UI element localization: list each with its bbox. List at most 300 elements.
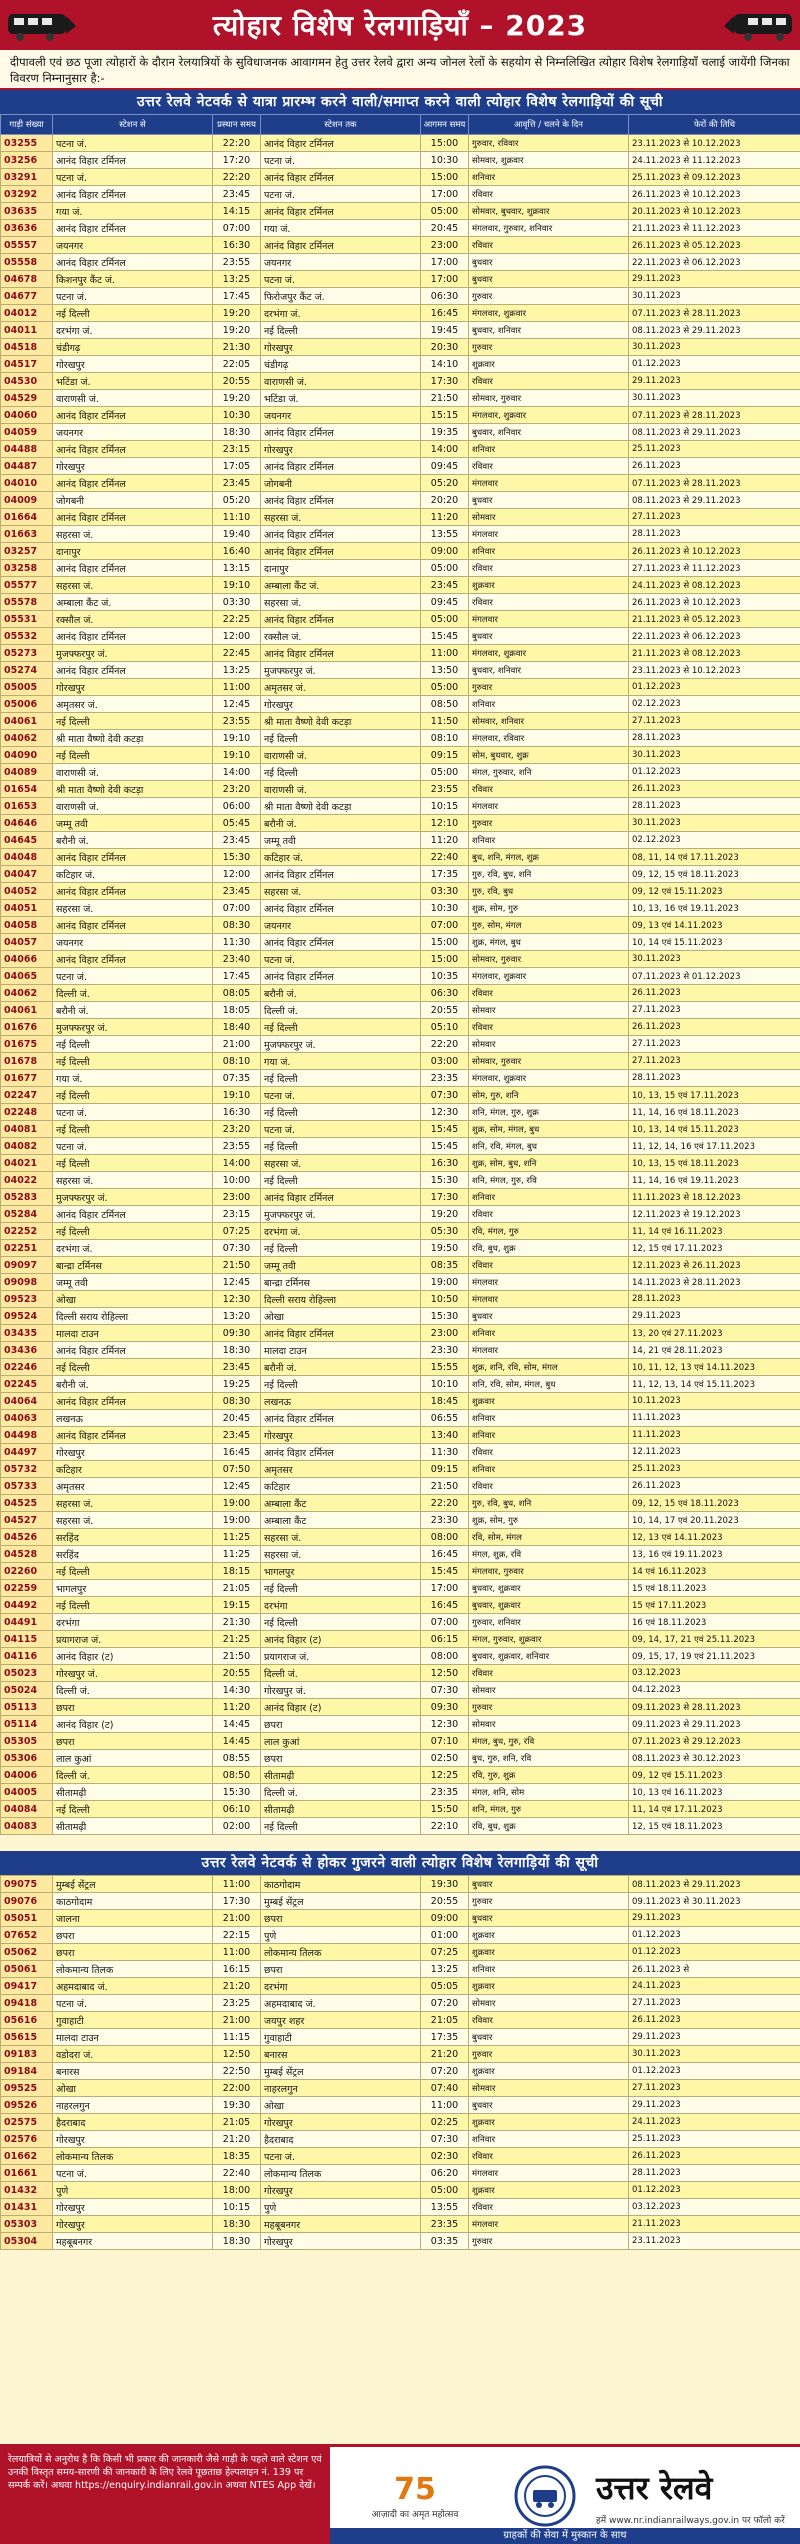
departure-time: 21:05 [213,2114,261,2131]
table-row [1,764,800,781]
run-days: बुधवार [469,628,629,645]
arrival-time: 08:35 [421,1257,469,1274]
run-dates: 08.11.2023 से 29.11.2023 [629,424,800,441]
train-number: 04062 [1,985,53,1002]
from-station: दानापुर [53,543,213,560]
departure-time: 07:35 [213,1070,261,1087]
to-station: जयनगर [261,917,421,934]
to-station: सीतामढ़ी [261,1767,421,1784]
departure-time: 08:30 [213,917,261,934]
table-row [1,1614,800,1631]
train-number: 09526 [1,2097,53,2114]
run-dates: 01.12.2023 [629,356,800,373]
run-dates: 12.11.2023 से 19.12.2023 [629,1206,800,1223]
departure-time: 07:50 [213,1461,261,1478]
table-row [1,577,800,594]
to-station: हैदराबाद [261,2131,421,2148]
from-station: नई दिल्ली [53,1359,213,1376]
departure-time: 08:50 [213,1767,261,1784]
table-row [1,2046,800,2063]
table-row [1,1223,800,1240]
from-station: दरभंगा [53,1614,213,1631]
arrival-time: 23:35 [421,1070,469,1087]
train-number: 04528 [1,1546,53,1563]
from-station: आनंद विहार टर्मिनल [53,560,213,577]
run-days: गुरु, रवि, बुध, शनि [469,1495,629,1512]
from-station: आनंद विहार टर्मिनल [53,1206,213,1223]
arrival-time: 23:00 [421,237,469,254]
to-station: छपरा [261,1716,421,1733]
run-dates: 01.12.2023 [629,2063,800,2080]
arrival-time: 06:30 [421,288,469,305]
arrival-time: 09:30 [421,1699,469,1716]
to-station: नई दिल्ली [261,764,421,781]
train-number: 02248 [1,1104,53,1121]
from-station: बरौनी जं. [53,1002,213,1019]
arrival-time: 19:45 [421,322,469,339]
to-station: नई दिल्ली [261,1818,421,1835]
run-dates: 26.11.2023 [629,985,800,1002]
from-station: नई दिल्ली [53,1801,213,1818]
to-station: प्रयागराज जं. [261,1648,421,1665]
table-row [1,594,800,611]
to-station: बान्द्रा टर्मिनस [261,1274,421,1291]
run-dates: 29.11.2023 [629,2097,800,2114]
arrival-time: 17:30 [421,1189,469,1206]
to-station: मुम्बई सेंट्रल [261,2063,421,2080]
to-station: पटना जं. [261,1121,421,1138]
table-row [1,1876,800,1893]
arrival-time: 15:50 [421,1801,469,1818]
arrival-time: 12:30 [421,1104,469,1121]
train-number: 04058 [1,917,53,934]
table-row [1,220,800,237]
run-dates: 08.11.2023 से 30.12.2023 [629,1750,800,1767]
departure-time: 06:00 [213,798,261,815]
departure-time: 16:30 [213,237,261,254]
to-station: आनंद विहार टर्मिनल [261,1189,421,1206]
table-row [1,1546,800,1563]
to-station: नई दिल्ली [261,730,421,747]
run-dates: 29.11.2023 [629,1910,800,1927]
from-station: आनंद विहार (ट) [53,1648,213,1665]
run-days: शनि, रवि, सोम, मंगल, बुध [469,1376,629,1393]
to-station: आनंद विहार टर्मिनल [261,526,421,543]
table-row [1,849,800,866]
run-dates: 22.11.2023 से 06.12.2023 [629,254,800,271]
run-days: सोमवार, गुरुवार [469,1053,629,1070]
train-number: 04491 [1,1614,53,1631]
arrival-time: 12:50 [421,1665,469,1682]
departure-time: 21:30 [213,339,261,356]
to-station: नई दिल्ली [261,1614,421,1631]
arrival-time: 15:00 [421,135,469,152]
from-station: नई दिल्ली [53,1155,213,1172]
table-row [1,322,800,339]
departure-time: 12:00 [213,628,261,645]
table-row [1,2063,800,2080]
from-station: बनारस [53,2063,213,2080]
to-station: वाराणसी जं. [261,373,421,390]
departure-time: 02:00 [213,1818,261,1835]
train-number: 04082 [1,1138,53,1155]
arrival-time: 09:45 [421,594,469,611]
to-station: लोकमान्य तिलक [261,1944,421,1961]
table-row [1,2165,800,2182]
from-station: ओखा [53,1291,213,1308]
run-dates: 09, 12, 15 एवं 18.11.2023 [629,866,800,883]
train-number: 05061 [1,1961,53,1978]
from-station: नाहरलगुन [53,2097,213,2114]
arrival-time: 19:20 [421,1206,469,1223]
train-number: 04061 [1,713,53,730]
run-days: शनिवार [469,441,629,458]
to-station: सहरसा जं. [261,1529,421,1546]
run-dates: 20.11.2023 से 10.12.2023 [629,203,800,220]
run-days: मंगलवार [469,798,629,815]
to-station: वाराणसी जं. [261,747,421,764]
train-number: 04005 [1,1784,53,1801]
departure-time: 16:45 [213,1444,261,1461]
departure-time: 07:00 [213,220,261,237]
table-row [1,407,800,424]
table-row [1,730,800,747]
to-station: पटना जं. [261,186,421,203]
train-number: 05557 [1,237,53,254]
run-days: शुक्रवार [469,1927,629,1944]
to-station: आनंद विहार (ट) [261,1631,421,1648]
departure-time: 18:30 [213,1342,261,1359]
to-station: ओखा [261,2097,421,2114]
to-station: दिल्ली जं. [261,1784,421,1801]
arrival-time: 13:50 [421,662,469,679]
train-number: 01664 [1,509,53,526]
run-dates: 27.11.2023 [629,1053,800,1070]
run-days: बुधवार, शनिवार [469,662,629,679]
run-days: शनिवार [469,2131,629,2148]
table-row [1,2216,800,2233]
table-header-row [1,115,800,135]
departure-time: 11:25 [213,1546,261,1563]
departure-time: 22:25 [213,611,261,628]
table-row [1,1036,800,1053]
arrival-time: 05:05 [421,1978,469,1995]
train-number: 01677 [1,1070,53,1087]
train-number: 09183 [1,2046,53,2063]
run-days: सोमवार [469,1002,629,1019]
to-station: अमृतसर [261,1461,421,1478]
run-days: शनिवार [469,1461,629,1478]
table-row [1,917,800,934]
table-row [1,458,800,475]
to-station: आनंद विहार टर्मिनल [261,237,421,254]
run-dates: 07.11.2023 से 01.12.2023 [629,968,800,985]
table-row [1,1087,800,1104]
table-row [1,526,800,543]
table-row [1,2029,800,2046]
train-number: 05273 [1,645,53,662]
arrival-time: 23:00 [421,1325,469,1342]
run-days: शुक्रवार [469,2182,629,2199]
arrival-time: 10:10 [421,1376,469,1393]
run-days: शनि, मंगल, गुरु [469,1801,629,1818]
table-row [1,390,800,407]
arrival-time: 07:20 [421,1995,469,2012]
table-row [1,1495,800,1512]
arrival-time: 05:00 [421,611,469,628]
departure-time: 18:30 [213,424,261,441]
run-dates: 03.12.2023 [629,1665,800,1682]
arrival-time: 17:00 [421,271,469,288]
to-station: भटिंडा जं. [261,390,421,407]
train-number: 02247 [1,1087,53,1104]
train-number: 02260 [1,1563,53,1580]
to-station: दिल्ली जं. [261,1002,421,1019]
run-dates: 10, 13, 14 एवं 15.11.2023 [629,1121,800,1138]
run-dates: 26.11.2023 से [629,1961,800,1978]
from-station: आनंद विहार टर्मिनल [53,186,213,203]
departure-time: 21:20 [213,1978,261,1995]
run-days: शनिवार [469,1325,629,1342]
run-days: रविवार [469,2012,629,2029]
arrival-time: 07:40 [421,2080,469,2097]
to-station: सहरसा जं. [261,509,421,526]
run-dates: 10, 13 एवं 16.11.2023 [629,1784,800,1801]
run-dates: 11.11.2023 [629,1410,800,1427]
from-station: अमृतसर जं. [53,696,213,713]
run-dates: 11.11.2023 [629,1427,800,1444]
arrival-time: 06:55 [421,1410,469,1427]
table-row [1,1978,800,1995]
run-dates: 01.12.2023 [629,764,800,781]
run-dates: 26.11.2023 [629,2012,800,2029]
from-station: भागलपुर [53,1580,213,1597]
train-number: 04526 [1,1529,53,1546]
to-station: आनंद विहार टर्मिनल [261,458,421,475]
run-dates: 09, 12 एवं 15.11.2023 [629,1767,800,1784]
to-station: गोरखपुर [261,339,421,356]
run-dates: 28.11.2023 [629,1070,800,1087]
to-station: आनंद विहार टर्मिनल [261,1410,421,1427]
run-dates: 26.11.2023 से 10.12.2023 [629,594,800,611]
from-station: वाराणसी जं. [53,798,213,815]
from-station: नई दिल्ली [53,1121,213,1138]
to-station: छपरा [261,1750,421,1767]
train-number: 05005 [1,679,53,696]
to-station: आनंद विहार टर्मिनल [261,1325,421,1342]
train-number: 04116 [1,1648,53,1665]
train-number: 01675 [1,1036,53,1053]
to-station: लाल कुआं [261,1733,421,1750]
to-station: आनंद विहार टर्मिनल [261,169,421,186]
run-days: शुक्र, मंगल, बुध [469,934,629,951]
train-number: 03435 [1,1325,53,1342]
run-days: शुक्र, शनि, रवि, सोम, मंगल [469,1359,629,1376]
table-row [1,1155,800,1172]
run-dates: 12, 15 एवं 18.11.2023 [629,1818,800,1835]
table-row [1,713,800,730]
arrival-time: 19:00 [421,1274,469,1291]
train-number: 05284 [1,1206,53,1223]
to-station: आनंद विहार टर्मिनल [261,203,421,220]
run-dates: 14 एवं 16.11.2023 [629,1563,800,1580]
train-number: 04048 [1,849,53,866]
from-station: लोकमान्य तिलक [53,2148,213,2165]
to-station: दरभंगा जं. [261,305,421,322]
run-days: मंगलवार [469,1274,629,1291]
run-days: बुधवार [469,1910,629,1927]
arrival-time: 13:40 [421,1427,469,1444]
departure-time: 13:20 [213,1308,261,1325]
arrival-time: 05:30 [421,1223,469,1240]
table-row [1,203,800,220]
to-station: नई दिल्ली [261,322,421,339]
table-row [1,1995,800,2012]
from-station: आनंद विहार टर्मिनल [53,849,213,866]
train-number: 04059 [1,424,53,441]
to-station: नई दिल्ली [261,1580,421,1597]
run-days: मंगलवार, गुरुवार [469,1563,629,1580]
from-station: बरौनी जं. [53,832,213,849]
run-dates: 16 एवं 18.11.2023 [629,1614,800,1631]
departure-time: 21:00 [213,2012,261,2029]
departure-time: 22:05 [213,356,261,373]
run-dates: 26.11.2023 [629,2148,800,2165]
run-days: गुरुवार [469,1699,629,1716]
departure-time: 19:20 [213,390,261,407]
from-station: पटना जं. [53,169,213,186]
departure-time: 20:55 [213,373,261,390]
run-dates: 10, 13, 15 एवं 18.11.2023 [629,1155,800,1172]
run-days: मंगलवार [469,2165,629,2182]
col-header-dates: फेरों की तिथि [629,115,800,135]
departure-time: 21:00 [213,1036,261,1053]
to-station: नई दिल्ली [261,1138,421,1155]
col-header-to: स्टेशन तक [261,115,421,135]
run-dates: 12, 13 एवं 14.11.2023 [629,1529,800,1546]
run-dates: 25.11.2023 [629,1461,800,1478]
arrival-time: 23:55 [421,781,469,798]
departure-time: 11:00 [213,679,261,696]
train-number: 05024 [1,1682,53,1699]
to-station: कटिहार [261,1478,421,1495]
from-station: दिल्ली सराय रोहिल्ला [53,1308,213,1325]
table-row [1,1961,800,1978]
run-days: गुरुवार [469,288,629,305]
run-days: रविवार [469,781,629,798]
from-station: सीतामढ़ी [53,1784,213,1801]
from-station: लखनऊ [53,1410,213,1427]
train-number: 05616 [1,2012,53,2029]
from-station: सहरसा जं. [53,1495,213,1512]
to-station: गोरखपुर [261,1427,421,1444]
train-number: 05732 [1,1461,53,1478]
run-days: शनिवार [469,832,629,849]
departure-time: 22:00 [213,2080,261,2097]
arrival-time: 20:20 [421,492,469,509]
table-row [1,1665,800,1682]
to-station: छपरा [261,1961,421,1978]
arrival-time: 05:20 [421,475,469,492]
from-station: मुजफ्फरपुर जं. [53,1189,213,1206]
table-row [1,968,800,985]
train-number: 03255 [1,135,53,152]
table-row [1,832,800,849]
table-row [1,1138,800,1155]
from-station: नई दिल्ली [53,713,213,730]
departure-time: 21:20 [213,2131,261,2148]
from-station: सहरसा जं. [53,1512,213,1529]
arrival-time: 15:00 [421,951,469,968]
table-row [1,1172,800,1189]
train-number: 03635 [1,203,53,220]
arrival-time: 23:35 [421,2216,469,2233]
departure-time: 05:20 [213,492,261,509]
run-days: बुधवार [469,492,629,509]
from-station: आनंद विहार टर्मिनल [53,1427,213,1444]
from-station: गया जं. [53,1070,213,1087]
run-days: बुधवार, शनिवार [469,424,629,441]
run-dates: 26.11.2023 [629,1019,800,1036]
run-dates: 29.11.2023 [629,2029,800,2046]
to-station: पटना जं. [261,152,421,169]
to-station: मुजफ्फरपुर जं. [261,662,421,679]
to-station: नई दिल्ली [261,1104,421,1121]
table-row [1,883,800,900]
to-station: आनंद विहार (ट) [261,1699,421,1716]
departure-time: 12:45 [213,696,261,713]
departure-time: 23:15 [213,441,261,458]
run-dates: 07.11.2023 से 28.11.2023 [629,407,800,424]
from-station: दरभंगा जं. [53,1240,213,1257]
to-station: आनंद विहार टर्मिनल [261,543,421,560]
table-row [1,1631,800,1648]
run-dates: 09, 13 एवं 14.11.2023 [629,917,800,934]
from-station: मुम्बई सेंट्रल [53,1876,213,1893]
departure-time: 14:45 [213,1716,261,1733]
table-row [1,1206,800,1223]
departure-time: 23:55 [213,1138,261,1155]
train-number: 04488 [1,441,53,458]
to-station: दिल्ली सराय रोहिल्ला [261,1291,421,1308]
table-row [1,509,800,526]
arrival-time: 13:55 [421,526,469,543]
arrival-time: 12:10 [421,815,469,832]
run-dates: 10, 13, 15 एवं 17.11.2023 [629,1087,800,1104]
run-days: रवि, सोम, मंगल [469,1529,629,1546]
to-station: सहरसा जं. [261,883,421,900]
arrival-time: 07:20 [421,2063,469,2080]
departure-time: 03:30 [213,594,261,611]
run-days: बुधवार, शुक्रवार [469,1597,629,1614]
from-station: श्री माता वैष्णो देवी कटड़ा [53,730,213,747]
arrival-time: 03:35 [421,2233,469,2250]
departure-time: 14:00 [213,764,261,781]
train-number: 05113 [1,1699,53,1716]
departure-time: 17:45 [213,968,261,985]
departure-time: 18:35 [213,2148,261,2165]
run-days: सोम, गुरु, शनि [469,1087,629,1104]
run-dates: 12.11.2023 [629,1444,800,1461]
run-days: सोमवार, शुक्रवार [469,152,629,169]
train-number: 04011 [1,322,53,339]
departure-time: 23:20 [213,781,261,798]
table-row [1,985,800,1002]
table-row [1,628,800,645]
arrival-time: 05:00 [421,2182,469,2199]
arrival-time: 20:55 [421,1002,469,1019]
arrival-time: 22:20 [421,1036,469,1053]
